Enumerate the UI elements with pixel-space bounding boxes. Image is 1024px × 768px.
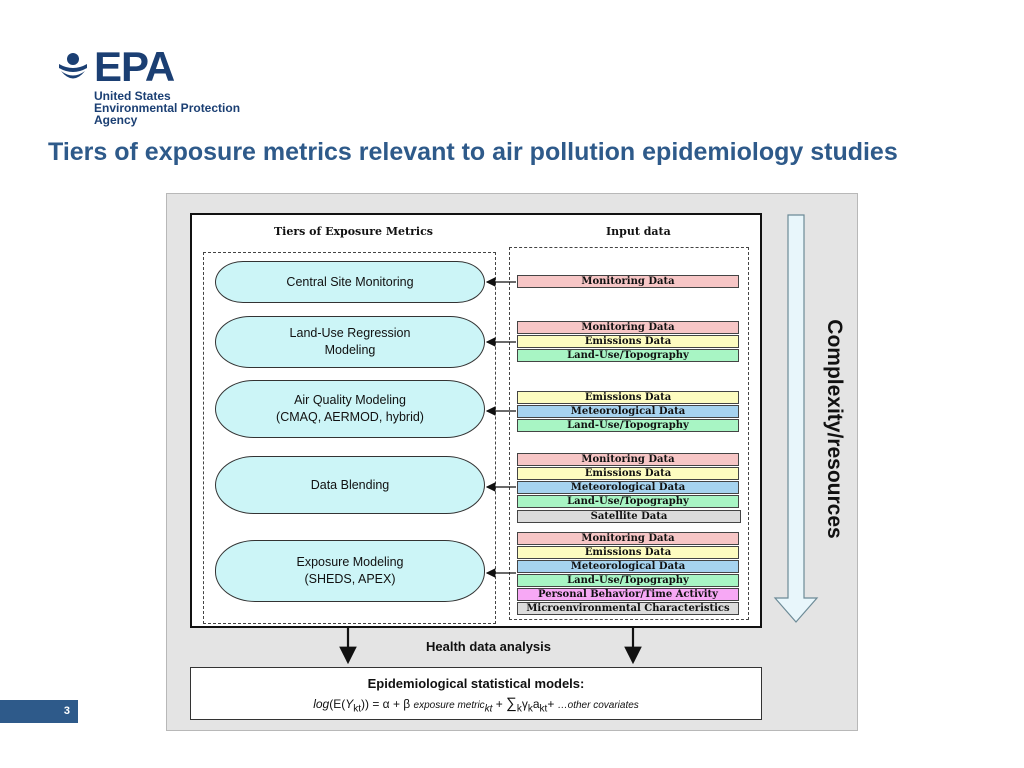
formula-part: γ [521, 697, 528, 711]
formula-part: kt [539, 703, 548, 715]
formula-part: (E( [329, 697, 346, 711]
formula-part: a [532, 697, 540, 711]
epa-flower-icon [56, 50, 90, 86]
input-chip: Emissions Data [517, 335, 739, 348]
input-chip: Monitoring Data [517, 321, 739, 334]
agency-line: Agency [94, 113, 138, 127]
formula-part: …other covariates [557, 700, 639, 711]
input-chip: Monitoring Data [517, 453, 739, 466]
tier-label: Air Quality Modeling [294, 393, 406, 407]
formula-part: )) = α + β [361, 697, 411, 711]
input-chip: Land-Use/Topography [517, 349, 739, 362]
complexity-text: Complexity/resources [823, 319, 846, 539]
input-chip: Satellite Data [517, 510, 741, 523]
formula-part: Y [345, 697, 354, 711]
health-data-analysis-label: Health data analysis [426, 639, 551, 654]
input-chip: Meteorological Data [517, 560, 739, 573]
formula-part: ∑ [506, 695, 517, 712]
input-chip: Monitoring Data [517, 275, 739, 288]
input-chip: Emissions Data [517, 546, 739, 559]
input-chip: Monitoring Data [517, 532, 739, 545]
tier-label: Central Site Monitoring [286, 274, 414, 289]
input-chip: Land-Use/Topography [517, 495, 739, 508]
formula-part: log [313, 697, 330, 711]
slide-title: Tiers of exposure metrics relevant to air pollution epidemiology studies [48, 138, 898, 166]
input-chip: Land-Use/Topography [517, 419, 739, 432]
formula-part: + [492, 697, 507, 711]
complexity-label [822, 298, 846, 560]
input-data-header: Input data [606, 225, 671, 238]
agency-line: Environmental Protection [94, 101, 241, 115]
agency-name [94, 90, 264, 126]
input-chip: Land-Use/Topography [517, 574, 739, 587]
input-chip: Microenvironmental Characteristics [517, 602, 739, 615]
formula-part: exposure metric [413, 700, 485, 711]
input-chip: Meteorological Data [517, 481, 739, 494]
tier-label: Data Blending [310, 477, 390, 492]
tier-air-quality-modeling [215, 380, 485, 438]
formula-part: kt [353, 703, 361, 715]
formula-part: k [516, 703, 522, 715]
epa-logo [56, 43, 266, 130]
agency-line: United States [94, 89, 171, 103]
tier-label: Land-Use Regression [289, 326, 411, 340]
page-number: 3 [0, 700, 78, 723]
tier-label: (CMAQ, AERMOD, hybrid) [276, 410, 424, 424]
tier-central-site-monitoring [215, 261, 485, 303]
formula-part: k [527, 703, 533, 715]
tier-label: (SHEDS, APEX) [304, 572, 396, 586]
formula-part: kt [484, 703, 493, 715]
tier-label: Exposure Modeling [296, 555, 404, 569]
tiers-header: Tiers of Exposure Metrics [274, 225, 433, 238]
formula-part: + [547, 697, 558, 711]
input-chip: Emissions Data [517, 467, 739, 480]
tier-land-use-regression [215, 316, 485, 368]
tier-data-blending [215, 456, 485, 514]
input-chip: Meteorological Data [517, 405, 739, 418]
input-chip: Emissions Data [517, 391, 739, 404]
models-title: Epidemiological statistical models: [367, 676, 585, 691]
input-chip: Personal Behavior/Time Activity [517, 588, 739, 601]
statistical-models-box [190, 667, 762, 720]
epa-wordmark: EPA [94, 43, 175, 90]
tier-label: Modeling [324, 343, 376, 357]
model-formula [191, 695, 761, 714]
tier-exposure-modeling [215, 540, 485, 602]
